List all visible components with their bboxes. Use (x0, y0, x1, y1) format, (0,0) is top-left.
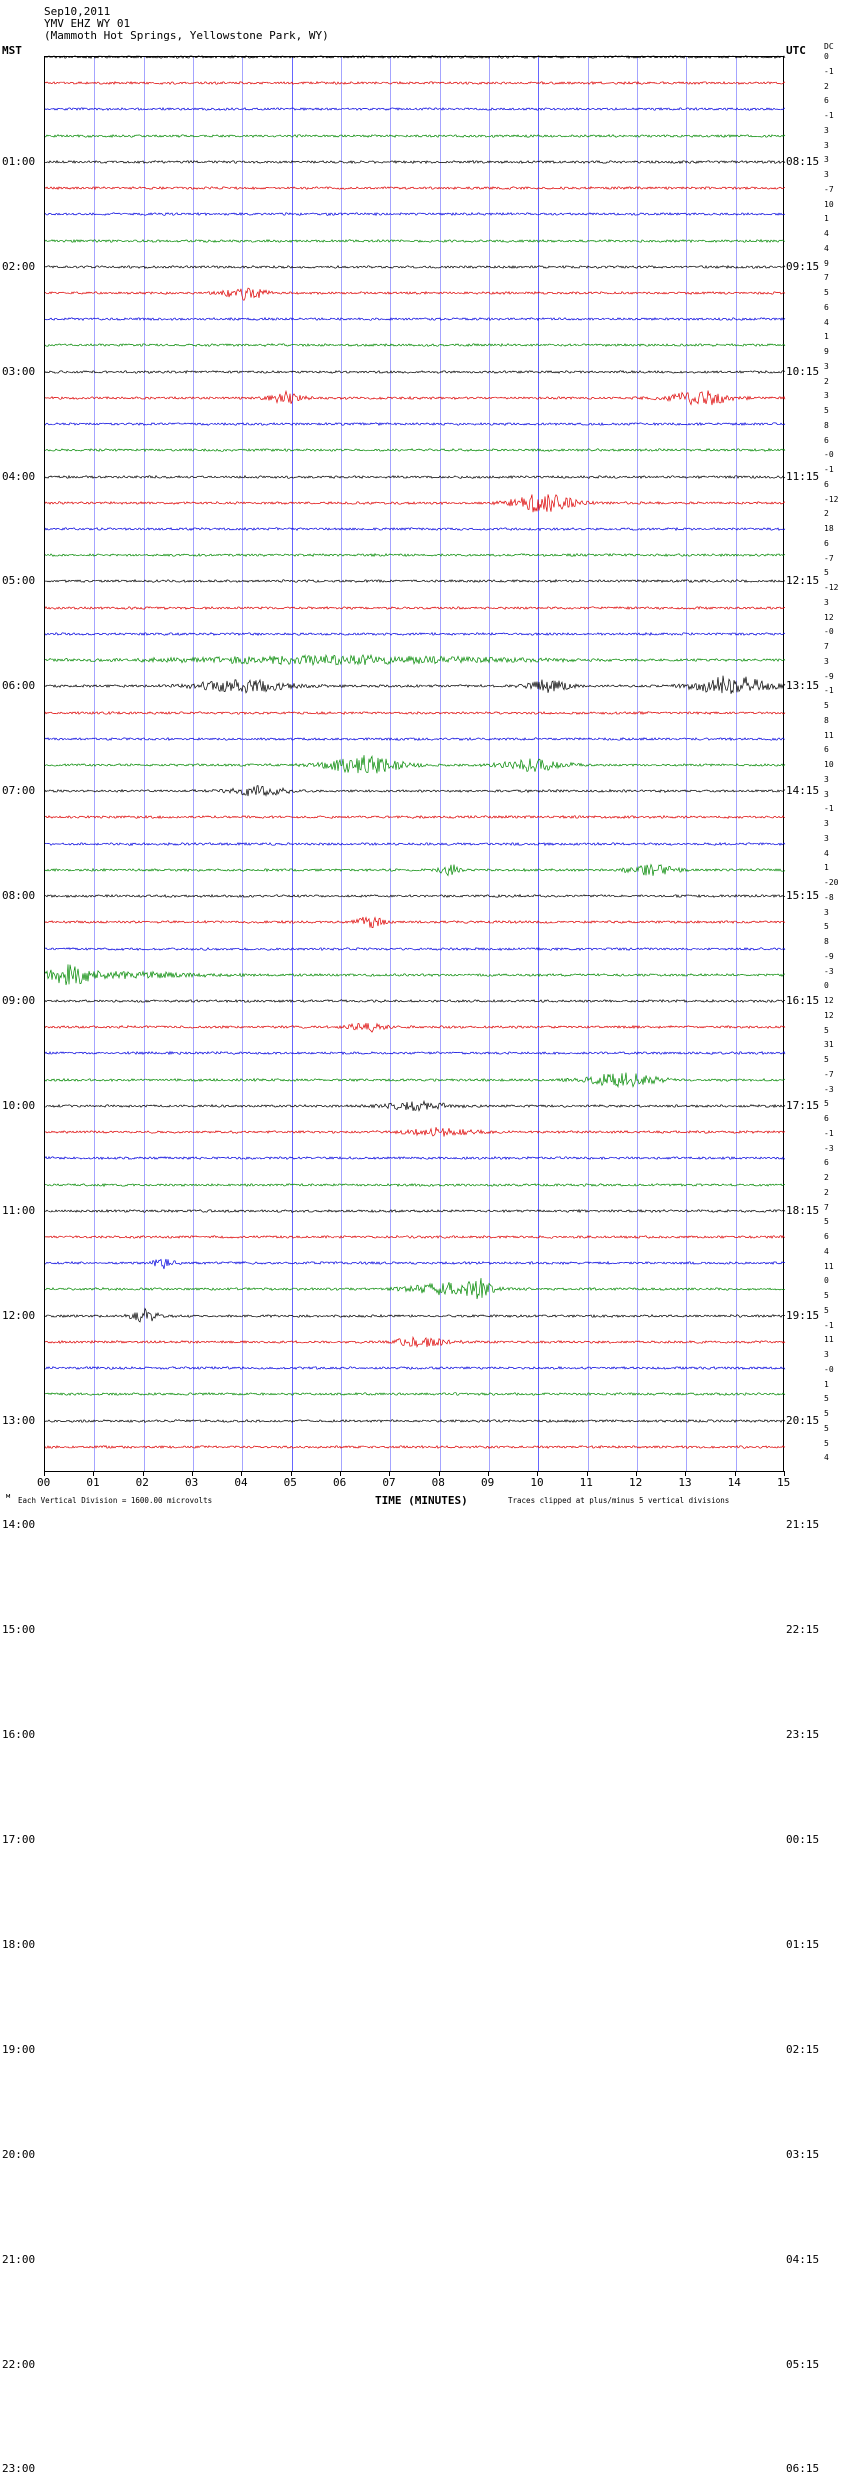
dc-value: 4 (824, 848, 829, 858)
trace-row (45, 44, 785, 70)
dc-value: 5 (824, 1291, 829, 1300)
dc-value: 8 (824, 937, 829, 946)
right-time-label: 18:15 (786, 1203, 820, 1217)
trace-row (45, 1040, 785, 1066)
trace-row (45, 1014, 785, 1040)
right-time-label: 08:15 (786, 154, 820, 168)
dc-value: -0 (824, 627, 834, 637)
dc-value: 4 (824, 1246, 829, 1256)
trace-row (45, 1329, 785, 1355)
x-tick-label: 12 (629, 1476, 643, 1489)
dc-value: 5 (824, 1025, 829, 1035)
dc-value: 11 (824, 1335, 834, 1345)
left-time-label: 03:00 (2, 364, 36, 378)
x-tick-label: 05 (283, 1476, 297, 1489)
dc-value: 2 (824, 1187, 829, 1197)
x-tick-label: 06 (333, 1476, 347, 1489)
trace-row (45, 175, 785, 201)
left-time-label: 07:00 (2, 784, 36, 798)
dc-value: 3 (824, 597, 829, 607)
left-time-label: 21:00 (2, 2252, 36, 2266)
dc-value: 3 (824, 907, 829, 917)
x-tick-label: 02 (135, 1476, 149, 1489)
dc-value: 7 (824, 642, 829, 651)
clip-note: Traces clipped at plus/minus 5 vertical divisions (508, 1496, 730, 1505)
trace-row (45, 359, 785, 385)
dc-value: 6 (824, 1158, 829, 1168)
dc-value: 5 (824, 1438, 829, 1448)
dc-value: 6 (824, 302, 829, 312)
right-time-label: 15:15 (786, 889, 820, 903)
dc-value: 0 (824, 1276, 829, 1286)
dc-value: -1 (824, 804, 834, 814)
dc-value: 2 (824, 1173, 829, 1182)
dc-value: 9 (824, 258, 829, 268)
left-time-label: 11:00 (2, 1203, 36, 1217)
right-time-label: 17:15 (786, 1098, 820, 1112)
left-time-label: 10:00 (2, 1098, 36, 1112)
trace-row (45, 1172, 785, 1198)
left-time-label: 22:00 (2, 2357, 36, 2371)
dc-value: 4 (824, 317, 829, 327)
dc-value: 1 (824, 332, 829, 342)
dc-value: 12 (824, 612, 834, 622)
trace-row (45, 516, 785, 542)
trace-row (45, 883, 785, 909)
right-time-label: 05:15 (786, 2357, 820, 2371)
trace-row (45, 228, 785, 254)
x-tick-label: 09 (481, 1476, 495, 1489)
left-time-label: 12:00 (2, 1308, 36, 1322)
trace-row (45, 437, 785, 463)
dc-value: 8 (824, 715, 829, 725)
trace-row (45, 831, 785, 857)
dc-value: 3 (824, 140, 829, 150)
right-time-label: 04:15 (786, 2252, 820, 2266)
dc-value: -1 (824, 111, 834, 120)
dc-value: 3 (824, 789, 829, 799)
trace-row (45, 778, 785, 804)
trace-row (45, 1250, 785, 1276)
right-time-label: 20:15 (786, 1413, 820, 1427)
x-tick-label: 01 (86, 1476, 100, 1489)
dc-value: 6 (824, 745, 829, 755)
right-time-label: 16:15 (786, 994, 820, 1007)
x-tick-label: 15 (777, 1476, 791, 1489)
dc-value: 3 (824, 819, 829, 828)
dc-value: -7 (824, 184, 834, 194)
left-time-label: 18:00 (2, 1938, 36, 1951)
x-tick-label: 11 (579, 1476, 593, 1489)
dc-value: -7 (824, 1069, 834, 1079)
dc-value: 9 (824, 347, 829, 356)
trace-row (45, 752, 785, 778)
trace-row (45, 306, 785, 332)
dc-value: 5 (824, 1409, 829, 1418)
dc-value: 1 (824, 214, 829, 224)
trace-row (45, 1381, 785, 1407)
dc-value: 3 (824, 774, 829, 784)
dc-value: 7 (824, 1202, 829, 1212)
dc-value: 5 (824, 568, 829, 578)
trace-row (45, 1434, 785, 1460)
record-date: Sep10,2011 (44, 5, 111, 18)
dc-value: 2 (824, 376, 829, 386)
scale-note: Each Vertical Division = 1600.00 microvolts (18, 1496, 213, 1505)
right-time-label: 13:15 (786, 679, 820, 693)
trace-row (45, 1198, 785, 1224)
trace-row (45, 1355, 785, 1381)
dc-value: -1 (824, 1128, 834, 1138)
trace-row (45, 96, 785, 122)
dc-value: 10 (824, 760, 834, 769)
dc-value: 3 (824, 1350, 829, 1359)
left-time-label: 17:00 (2, 1833, 36, 1847)
dc-value: 12 (824, 996, 834, 1005)
dc-value: 5 (824, 406, 829, 415)
left-time-label: 23:00 (2, 2462, 36, 2475)
station-location: (Mammoth Hot Springs, Yellowstone Park, WY) (44, 29, 329, 42)
dc-value: 8 (824, 420, 829, 430)
dc-value: 2 (824, 81, 829, 91)
dc-value: 1 (824, 1379, 829, 1389)
left-time-label: 05:00 (2, 574, 36, 588)
dc-value: 3 (824, 361, 829, 371)
left-time-label: 08:00 (2, 889, 36, 903)
dc-value: 0 (824, 52, 829, 61)
trace-row (45, 673, 785, 699)
left-time-label: 14:00 (2, 1518, 36, 1532)
x-tick-label: 14 (727, 1476, 741, 1489)
dc-value: 6 (824, 435, 829, 445)
right-time-label: 00:15 (786, 1833, 820, 1847)
dc-value: 31 (824, 1040, 834, 1050)
dc-value: -9 (824, 951, 834, 961)
right-time-label: 02:15 (786, 2042, 820, 2056)
trace-row (45, 542, 785, 568)
dc-value: 5 (824, 1099, 829, 1109)
dc-value: 3 (824, 125, 829, 135)
dc-value: 5 (824, 1055, 829, 1064)
station-code: YMV EHZ WY 01 (44, 17, 131, 30)
trace-row (45, 1067, 785, 1093)
dc-value: 11 (824, 1261, 834, 1271)
dc-value: 5 (824, 1394, 829, 1404)
x-tick-label: 07 (382, 1476, 396, 1489)
right-axis-label: UTC (786, 44, 806, 57)
dc-value: -1 (824, 66, 834, 76)
dc-value: 4 (824, 229, 829, 238)
dc-value: 3 (824, 391, 829, 401)
trace-row (45, 726, 785, 752)
x-tick-label: 04 (234, 1476, 248, 1489)
dc-value: 3 (824, 155, 829, 165)
dc-value: -1 (824, 686, 834, 696)
dc-value: 6 (824, 479, 829, 489)
dc-value: 5 (824, 1217, 829, 1227)
trace-row (45, 857, 785, 883)
trace-row (45, 962, 785, 988)
right-time-label: 06:15 (786, 2462, 820, 2475)
dc-value: 5 (824, 288, 829, 297)
x-tick-label: 03 (185, 1476, 199, 1489)
dc-value: -3 (824, 1084, 834, 1094)
dc-value: -9 (824, 671, 834, 681)
seismogram-plot (44, 56, 784, 1472)
right-time-label: 19:15 (786, 1308, 820, 1322)
dc-value: 6 (824, 538, 829, 548)
dc-value: 6 (824, 96, 829, 106)
left-time-label: 04:00 (2, 469, 36, 483)
dc-value: -8 (824, 892, 834, 902)
left-time-label: 06:00 (2, 679, 36, 693)
dc-value: 11 (824, 730, 834, 740)
right-time-label: 09:15 (786, 259, 820, 273)
trace-row (45, 1276, 785, 1302)
trace-row (45, 647, 785, 673)
x-axis-title: TIME (MINUTES) (375, 1494, 468, 1507)
trace-row (45, 385, 785, 411)
dc-value: -12 (824, 583, 839, 592)
dc-value: -1 (824, 465, 834, 474)
trace-row (45, 1224, 785, 1250)
dc-value: 18 (824, 524, 834, 533)
right-time-label: 22:15 (786, 1623, 820, 1637)
dc-value: 0 (824, 981, 829, 991)
dc-value: -7 (824, 553, 834, 563)
dc-value: -12 (824, 494, 839, 504)
dc-value: -0 (824, 450, 834, 460)
left-time-label: 15:00 (2, 1623, 36, 1637)
dc-value: 12 (824, 1010, 834, 1020)
trace-row (45, 411, 785, 437)
dc-value: 1 (824, 863, 829, 873)
dc-column-label: DC (824, 42, 834, 51)
left-time-label: 16:00 (2, 1728, 36, 1742)
right-time-label: 11:15 (786, 469, 820, 483)
x-tick-label: 13 (678, 1476, 692, 1489)
dc-value: -20 (824, 878, 839, 887)
trace-row (45, 1145, 785, 1171)
dc-value: 6 (824, 1232, 829, 1241)
trace-row (45, 909, 785, 935)
dc-value: 3 (824, 833, 829, 843)
dc-value: 10 (824, 199, 834, 209)
trace-row (45, 568, 785, 594)
left-time-label: 20:00 (2, 2147, 36, 2161)
trace-row (45, 700, 785, 726)
right-time-label: 14:15 (786, 784, 820, 798)
trace-row (45, 1303, 785, 1329)
trace-row (45, 988, 785, 1014)
trace-row (45, 332, 785, 358)
left-time-label: 09:00 (2, 994, 36, 1007)
trace-row (45, 149, 785, 175)
trace-row (45, 254, 785, 280)
dc-value: -3 (824, 1143, 834, 1153)
trace-row (45, 936, 785, 962)
left-axis-label: MST (2, 44, 22, 57)
dc-value: 3 (824, 656, 829, 666)
dc-value: 7 (824, 273, 829, 283)
dc-value: 5 (824, 1423, 829, 1433)
trace-row (45, 1119, 785, 1145)
x-tick-label: 00 (37, 1476, 51, 1489)
trace-row (45, 70, 785, 96)
trace-row (45, 464, 785, 490)
dc-value: 5 (824, 1305, 829, 1315)
dc-value: 3 (824, 170, 829, 179)
trace-row (45, 621, 785, 647)
dc-value: 5 (824, 922, 829, 932)
right-time-label: 01:15 (786, 1938, 820, 1951)
right-time-label: 10:15 (786, 364, 820, 378)
trace-row (45, 595, 785, 621)
trace-row (45, 1093, 785, 1119)
right-time-label: 03:15 (786, 2147, 820, 2161)
right-time-label: 21:15 (786, 1518, 820, 1532)
dc-value: 5 (824, 701, 829, 710)
trace-row (45, 201, 785, 227)
right-time-label: 12:15 (786, 574, 820, 588)
x-tick-label: 08 (431, 1476, 445, 1489)
trace-row (45, 280, 785, 306)
left-time-label: 01:00 (2, 154, 36, 168)
trace-row (45, 804, 785, 830)
left-time-label: 19:00 (2, 2042, 36, 2056)
dc-value: -3 (824, 966, 834, 976)
trace-row (45, 123, 785, 149)
dc-value: 4 (824, 1453, 829, 1463)
left-time-label: 13:00 (2, 1413, 36, 1427)
scale-mark: м (6, 1492, 11, 1500)
right-time-label: 23:15 (786, 1728, 820, 1742)
trace-row (45, 490, 785, 516)
left-time-label: 02:00 (2, 259, 36, 273)
dc-value: -1 (824, 1320, 834, 1330)
x-tick-label: 10 (530, 1476, 544, 1489)
dc-value: 6 (824, 1114, 829, 1123)
trace-row (45, 1408, 785, 1434)
dc-value: 2 (824, 509, 829, 519)
dc-value: -0 (824, 1364, 834, 1374)
dc-value: 4 (824, 243, 829, 253)
